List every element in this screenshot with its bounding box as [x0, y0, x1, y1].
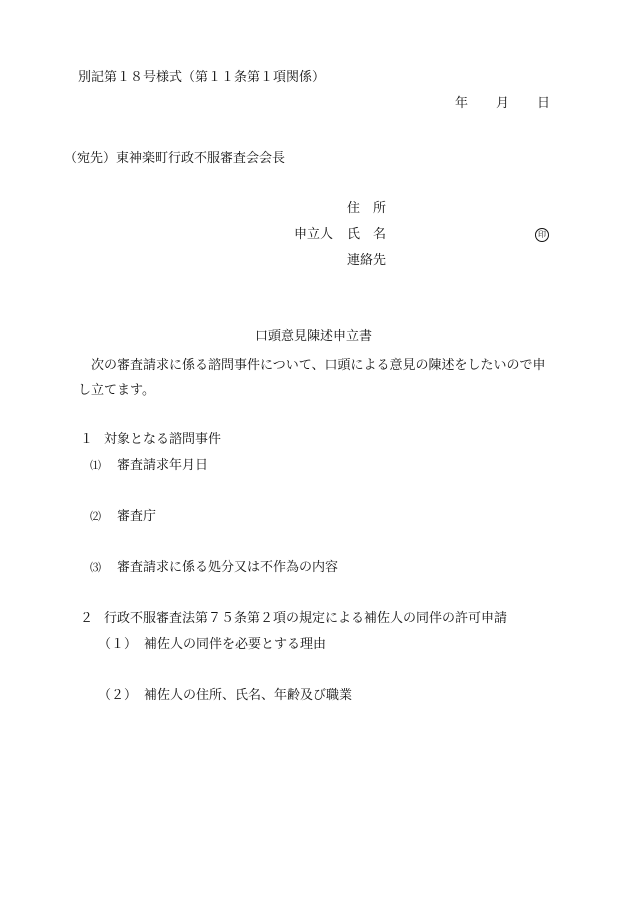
item-label: 補佐人の住所、氏名、年齢及び職業 — [144, 688, 353, 703]
applicant-contact-label: 連絡先 — [347, 253, 387, 268]
item-number: （２） — [98, 688, 138, 703]
section-item — [90, 561, 338, 574]
section-heading — [80, 433, 221, 446]
item-label: 補佐人の同伴を必要とする理由 — [144, 637, 327, 652]
item-label: 審査請求年月日 — [117, 458, 209, 473]
applicant-role-label: 申立人 — [294, 227, 334, 242]
section-item — [98, 638, 326, 651]
item-label: 審査請求に係る処分又は不作為の内容 — [117, 560, 339, 575]
document-title: 口頭意見陳述申立書 — [255, 329, 373, 344]
date-year-label: 年 — [455, 96, 469, 111]
section-title: 行政不服審査法第７５条第２項の規定による補佐人の同伴の許可申請 — [104, 611, 508, 626]
section-number: ２ — [80, 611, 94, 626]
addressee: （宛先）東神楽町行政不服審査会会長 — [64, 151, 286, 166]
form-number: 別記第１８号様式（第１１条第１項関係） — [78, 70, 326, 85]
seal-mark: 印 — [535, 228, 549, 242]
applicant-address-label: 住 所 — [347, 201, 387, 216]
item-number: ⑴ — [90, 459, 101, 472]
document-body: 次の審査請求に係る諮問事件について、口頭による意見の陳述をしたいので申し立てます。 — [78, 358, 546, 398]
section-item — [90, 510, 156, 523]
section-heading — [80, 612, 507, 625]
section-item — [98, 689, 352, 702]
item-number: ⑶ — [90, 561, 101, 574]
item-number: ⑵ — [90, 510, 101, 523]
item-number: （１） — [98, 637, 138, 652]
date-month-label: 月 — [496, 96, 510, 111]
item-label: 審査庁 — [117, 509, 157, 524]
section-item — [90, 459, 208, 472]
section-title: 対象となる諮問事件 — [104, 432, 222, 447]
applicant-name-label: 氏 名 — [347, 227, 387, 242]
section-number: １ — [80, 432, 94, 447]
date-day-label: 日 — [537, 96, 551, 111]
